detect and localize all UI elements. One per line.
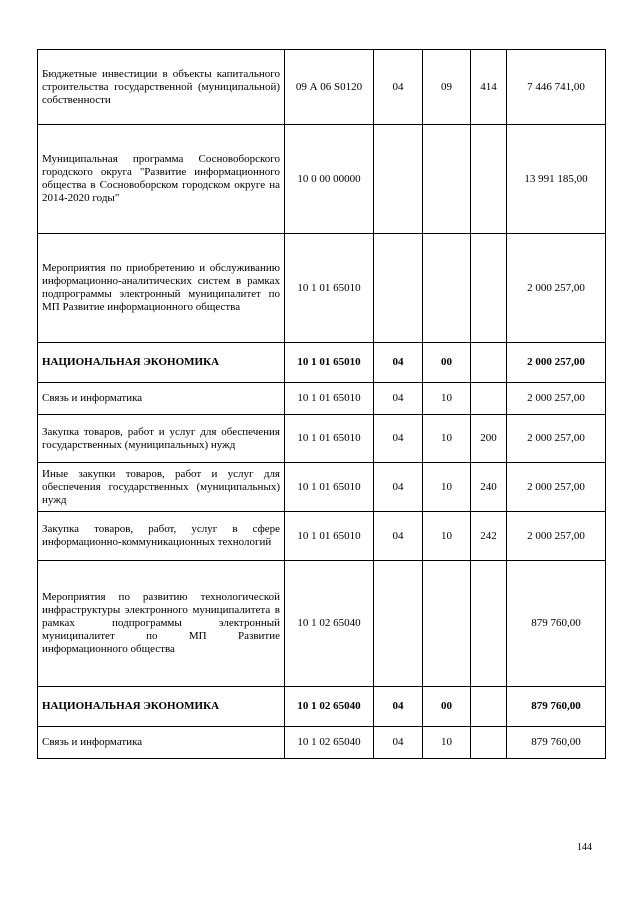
cell-section: 04 xyxy=(374,343,423,383)
table-row xyxy=(38,512,606,561)
cell-amount: 2 000 257,00 xyxy=(507,383,606,415)
cell-section: 04 xyxy=(374,50,423,125)
cell-amount: 879 760,00 xyxy=(507,561,606,687)
table-row xyxy=(38,415,606,463)
cell-subsection: 09 xyxy=(423,50,471,125)
cell-expense-type xyxy=(471,125,507,234)
cell-section xyxy=(374,234,423,343)
cell-section: 04 xyxy=(374,463,423,512)
cell-section: 04 xyxy=(374,383,423,415)
cell-code: 10 1 02 65040 xyxy=(285,727,374,759)
cell-expense-type xyxy=(471,727,507,759)
cell-section xyxy=(374,125,423,234)
cell-code: 10 1 02 65040 xyxy=(285,687,374,727)
cell-expense-type xyxy=(471,687,507,727)
cell-expense-type xyxy=(471,383,507,415)
cell-name: Связь и информатика xyxy=(38,727,285,759)
cell-subsection: 10 xyxy=(423,512,471,561)
page-number: 144 xyxy=(577,842,592,853)
table-row xyxy=(38,234,606,343)
cell-amount: 7 446 741,00 xyxy=(507,50,606,125)
cell-subsection xyxy=(423,234,471,343)
cell-section: 04 xyxy=(374,415,423,463)
cell-code: 10 1 01 65010 xyxy=(285,234,374,343)
cell-code: 10 1 01 65010 xyxy=(285,383,374,415)
cell-amount: 2 000 257,00 xyxy=(507,234,606,343)
table-row xyxy=(38,687,606,727)
cell-amount: 2 000 257,00 xyxy=(507,463,606,512)
cell-name: НАЦИОНАЛЬНАЯ ЭКОНОМИКА xyxy=(38,687,285,727)
cell-name: Иные закупки товаров, работ и услуг для обеспечения государственных (муниципальных) нужд xyxy=(38,463,285,512)
cell-name: Связь и информатика xyxy=(38,383,285,415)
table-row xyxy=(38,343,606,383)
cell-name: Муниципальная программа Сосновоборского городского округа "Развитие информационного общества в Сосновоборском городском округе на 2014-2020 годы" xyxy=(38,125,285,234)
cell-amount: 13 991 185,00 xyxy=(507,125,606,234)
cell-name: НАЦИОНАЛЬНАЯ ЭКОНОМИКА xyxy=(38,343,285,383)
table-row xyxy=(38,463,606,512)
cell-expense-type xyxy=(471,561,507,687)
cell-code: 10 1 02 65040 xyxy=(285,561,374,687)
cell-code: 10 1 01 65010 xyxy=(285,415,374,463)
cell-expense-type xyxy=(471,343,507,383)
cell-subsection: 10 xyxy=(423,463,471,512)
cell-name: Закупка товаров, работ, услуг в сфере информационно-коммуникационных технологий xyxy=(38,512,285,561)
cell-section: 04 xyxy=(374,687,423,727)
cell-subsection: 10 xyxy=(423,415,471,463)
cell-subsection: 00 xyxy=(423,687,471,727)
cell-section xyxy=(374,561,423,687)
table-row xyxy=(38,125,606,234)
cell-name: Мероприятия по приобретению и обслуживанию информационно-аналитических систем в рамках подпрограммы электронный муниципалитет по МП Развитие информационного общества xyxy=(38,234,285,343)
cell-expense-type: 200 xyxy=(471,415,507,463)
cell-subsection: 10 xyxy=(423,383,471,415)
cell-subsection: 10 xyxy=(423,727,471,759)
cell-code: 09 А 06 S0120 xyxy=(285,50,374,125)
cell-code: 10 1 01 65010 xyxy=(285,512,374,561)
cell-subsection xyxy=(423,125,471,234)
cell-amount: 2 000 257,00 xyxy=(507,512,606,561)
table-row xyxy=(38,50,606,125)
table-row xyxy=(38,561,606,687)
cell-name: Мероприятия по развитию технологической инфраструктуры электронного муниципалитета в рамках подпрограммы электронный муниципалитет по МП Развитие информационного общества xyxy=(38,561,285,687)
cell-name: Закупка товаров, работ и услуг для обеспечения государственных (муниципальных) нужд xyxy=(38,415,285,463)
cell-name: Бюджетные инвестиции в объекты капитального строительства государственной (муниципальной) собственности xyxy=(38,50,285,125)
cell-amount: 879 760,00 xyxy=(507,727,606,759)
budget-table-body xyxy=(38,50,606,759)
cell-subsection xyxy=(423,561,471,687)
cell-code: 10 1 01 65010 xyxy=(285,463,374,512)
budget-table xyxy=(37,49,606,759)
cell-expense-type: 242 xyxy=(471,512,507,561)
cell-code: 10 0 00 00000 xyxy=(285,125,374,234)
cell-expense-type: 414 xyxy=(471,50,507,125)
cell-expense-type xyxy=(471,234,507,343)
cell-subsection: 00 xyxy=(423,343,471,383)
cell-amount: 2 000 257,00 xyxy=(507,415,606,463)
cell-expense-type: 240 xyxy=(471,463,507,512)
cell-amount: 879 760,00 xyxy=(507,687,606,727)
cell-section: 04 xyxy=(374,727,423,759)
table-row xyxy=(38,383,606,415)
cell-section: 04 xyxy=(374,512,423,561)
cell-code: 10 1 01 65010 xyxy=(285,343,374,383)
table-row xyxy=(38,727,606,759)
cell-amount: 2 000 257,00 xyxy=(507,343,606,383)
